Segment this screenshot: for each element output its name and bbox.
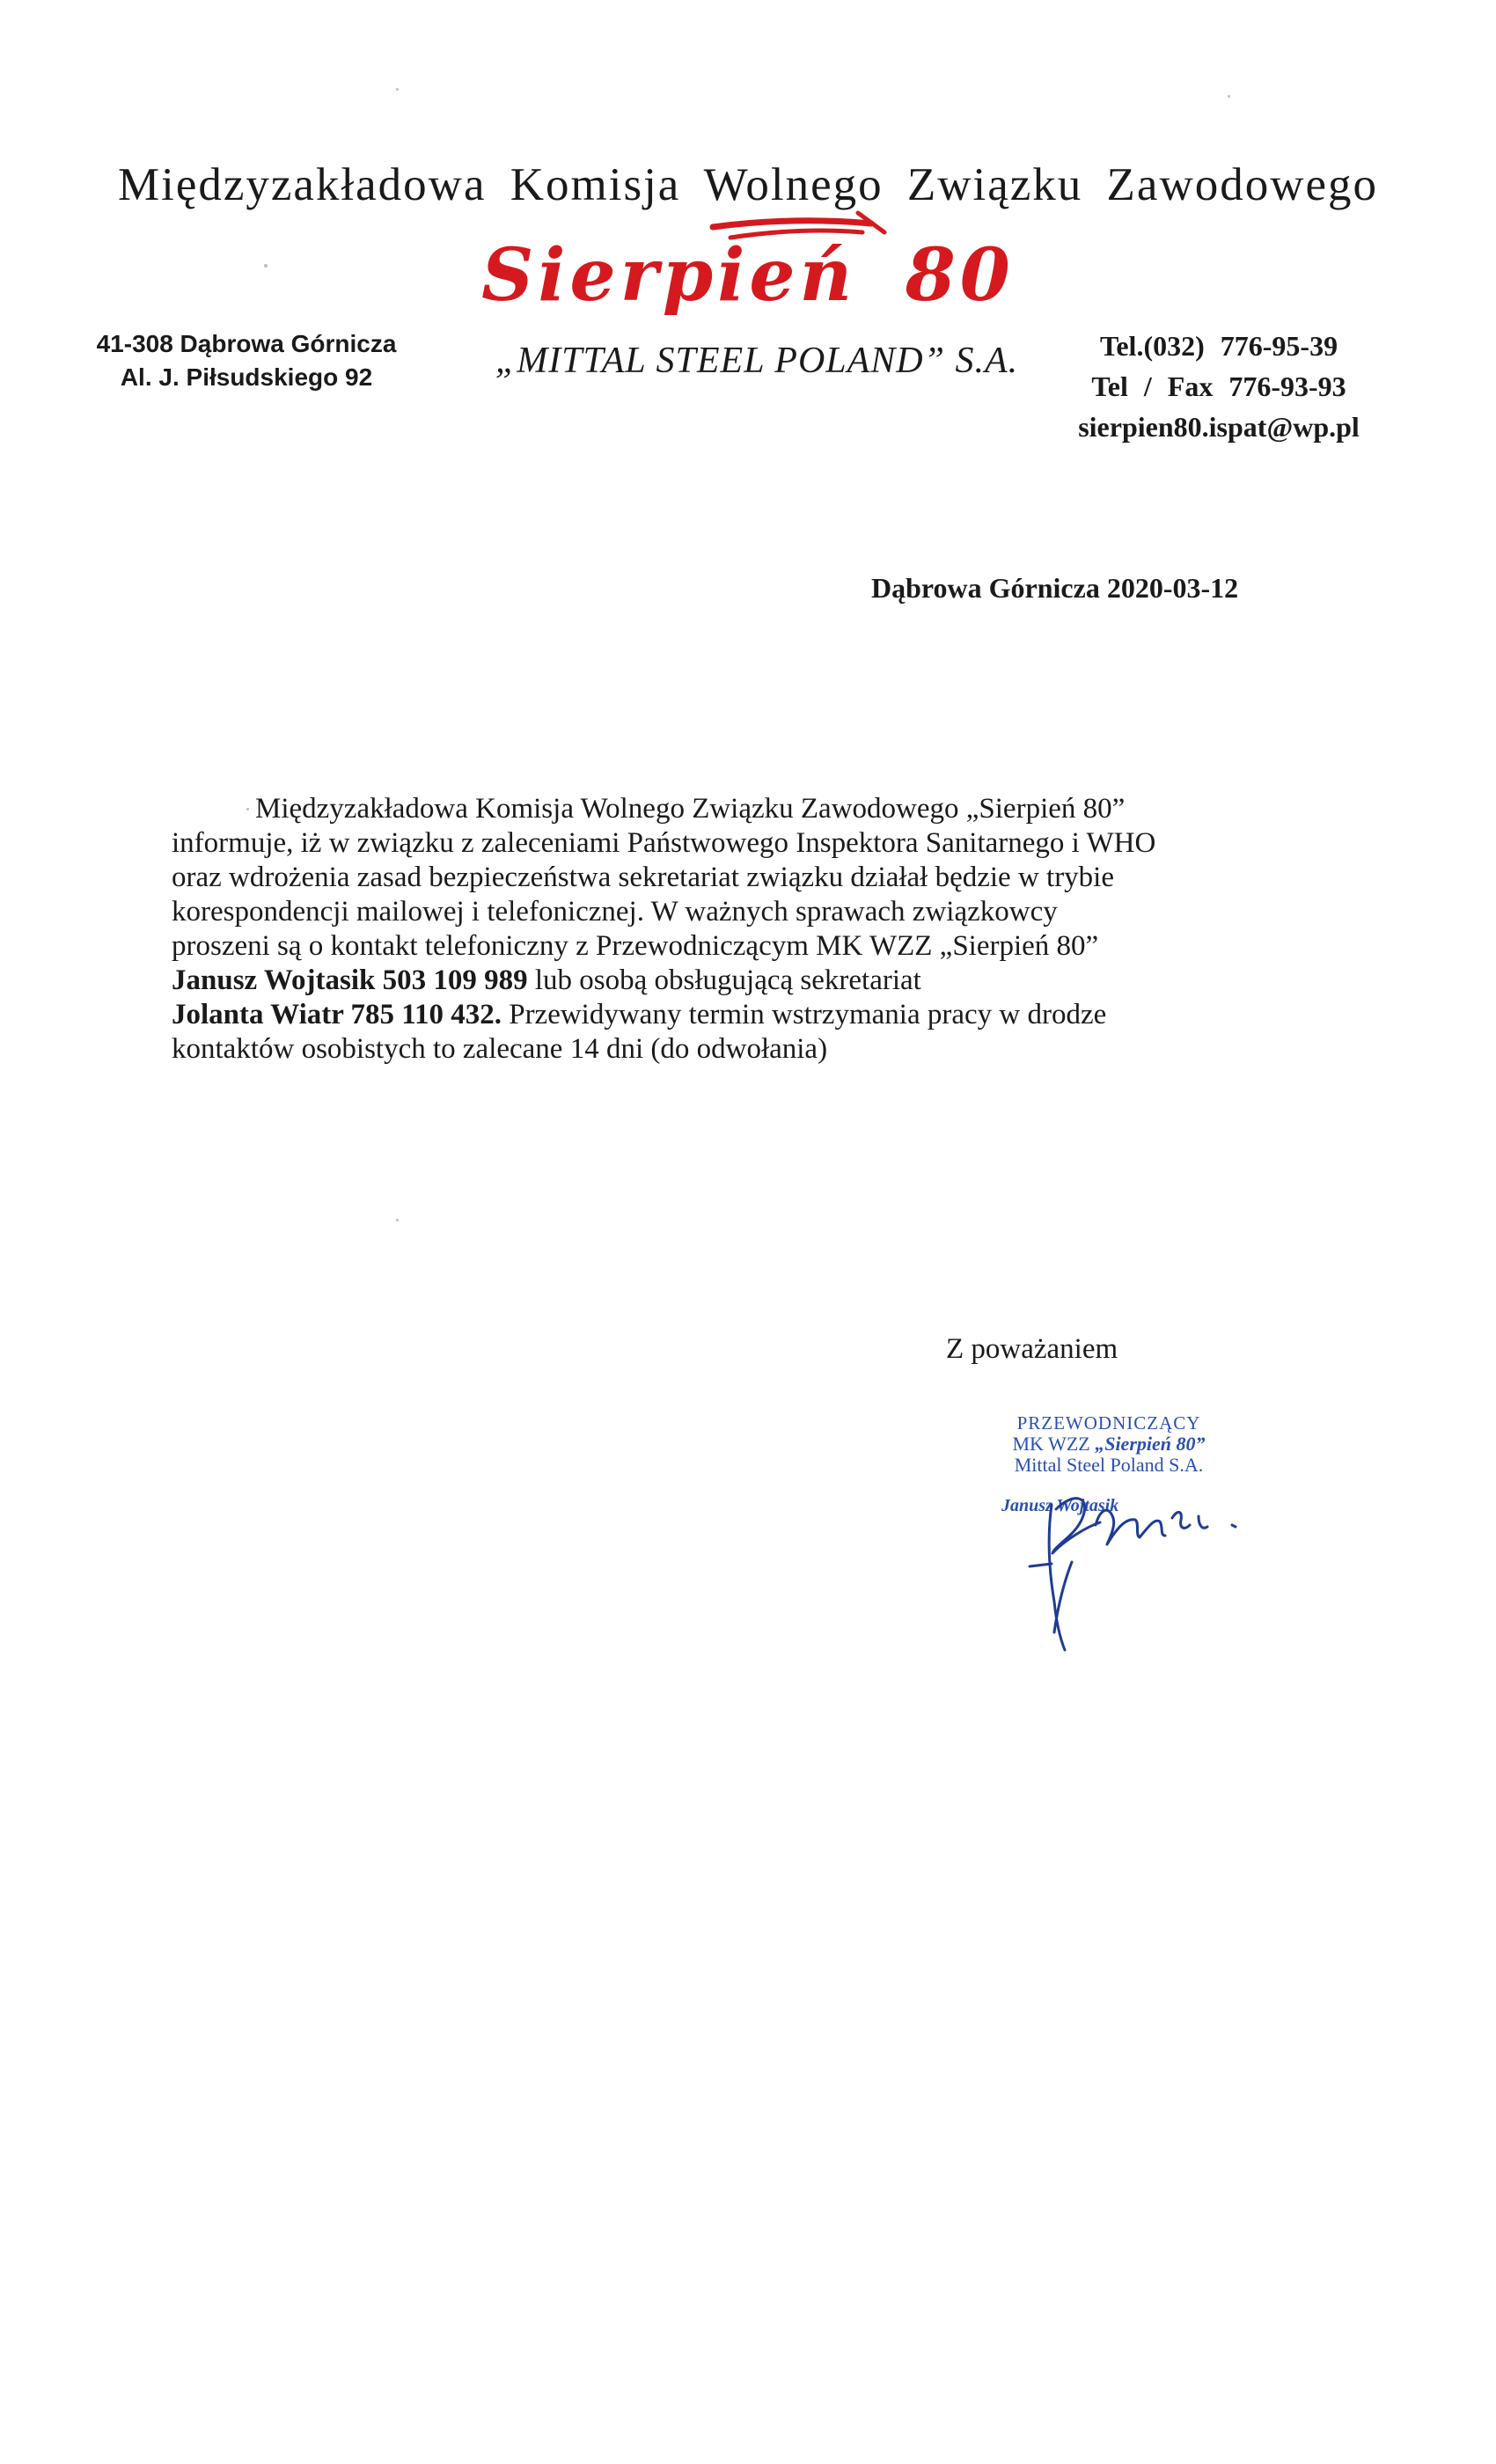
body-text-span: lub osobą obsługującą sekretariat (527, 964, 921, 996)
stamp-org-prefix: MK WZZ (1012, 1433, 1096, 1455)
chairman-contact: Janusz Wojtasik 503 109 989 (172, 964, 528, 996)
fax-number: Tel / Fax 776-93-93 (1091, 370, 1346, 402)
body-line: kontaktów osobistych to zalecane 14 dni (do odwołania) (172, 1033, 828, 1065)
stamp-title: PRZEWODNICZĄCY (1016, 1412, 1201, 1434)
address-block (62, 327, 431, 394)
closing-salutation: Z poważaniem (946, 1333, 1118, 1365)
address-line: Al. J. Piłsudskiego 92 (120, 363, 373, 391)
body-line (172, 998, 1368, 1032)
company-name: „MITTAL STEEL POLAND” S.A. (495, 341, 1019, 381)
secretariat-contact: Jolanta Wiatr 785 110 432. (172, 999, 502, 1030)
address-line: 41-308 Dąbrowa Górnicza (96, 330, 397, 357)
body-line: Międzyzakładowa Komisja Wolnego Związku Zawodowego „Sierpień 80” (255, 793, 1126, 825)
stamp-company: Mittal Steel Poland S.A. (1014, 1454, 1204, 1476)
scan-speck (1228, 95, 1230, 98)
brand-logo-text: Sierpień 80 (481, 233, 1015, 318)
stamp-org-name: „Sierpień 80” (1095, 1433, 1206, 1455)
organization-name: Międzyzakładowa Komisja Wolnego Związku Zawodowego (117, 159, 1379, 210)
letter-body (172, 792, 1368, 1067)
body-line: proszeni są o kontakt telefoniczny z Przewodniczącym MK WZZ „Sierpień 80” (172, 930, 1099, 962)
body-line: oraz wdrożenia zasad bezpieczeństwa sekretariat związku działał będzie w trybie (172, 862, 1115, 893)
body-line (172, 964, 1368, 998)
body-line: informuje, iż w związku z zaleceniami Państwowego Inspektora Sanitarnego i WHO (172, 827, 1156, 859)
phone-number: Tel.(032) 776-95-39 (1099, 330, 1338, 362)
body-line: korespondencji mailowej i telefonicznej. W ważnych sprawach związkowcy (172, 896, 1058, 928)
body-text-span: Przewidywany termin wstrzymania pracy w drodze (501, 999, 1107, 1030)
handwritten-signature (968, 1456, 1302, 1659)
scan-speck (396, 1219, 399, 1221)
email-address: sierpien80.ispat@wp.pl (1078, 411, 1360, 443)
letter-date: Dąbrowa Górnicza 2020-03-12 (871, 572, 1239, 604)
stamp-name: Janusz Wojtasik (1001, 1496, 1119, 1515)
contact-block (1047, 326, 1390, 447)
stamp-organization (950, 1434, 1267, 1455)
scan-speck (396, 88, 399, 91)
